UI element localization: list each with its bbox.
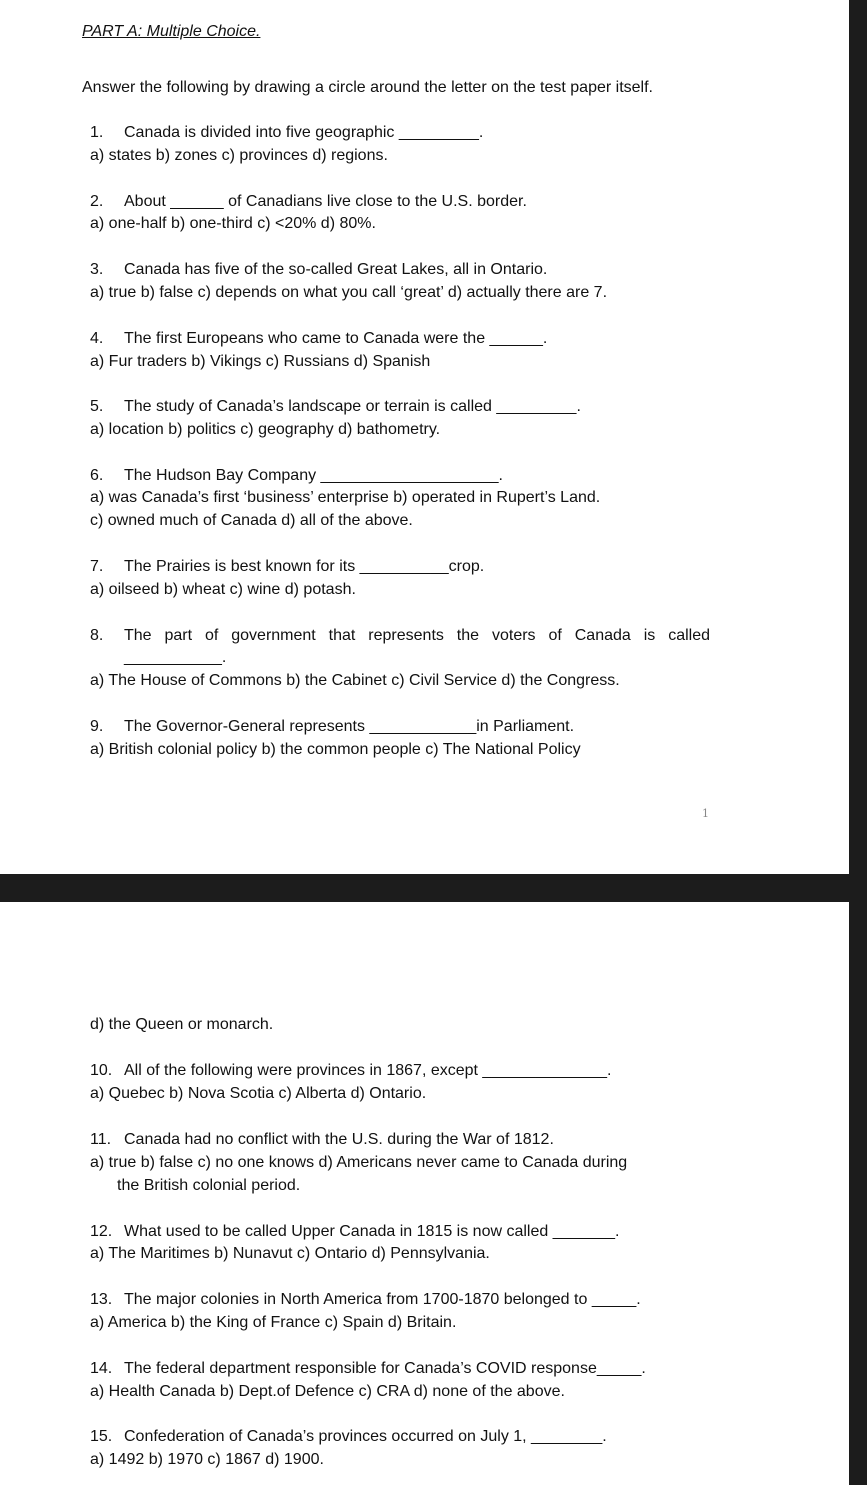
answer-options[interactable]: a) true b) false c) depends on what you call ‘great’ d) actually there are 7. <box>90 284 608 301</box>
question-text: All of the following were provinces in 1867, except ______________. <box>124 1062 612 1079</box>
test-page-2 <box>0 902 849 1485</box>
question-number: 2. <box>90 193 104 210</box>
question-text: Confederation of Canada’s provinces occurred on July 1, ________. <box>124 1428 607 1445</box>
question-number: 12. <box>90 1223 113 1240</box>
question-text: The study of Canada’s landscape or terrain is called _________. <box>124 398 581 415</box>
answer-options[interactable]: a) location b) politics c) geography d) bathometry. <box>90 421 441 438</box>
question-number: 11. <box>90 1131 112 1148</box>
question-text: The major colonies in North America from 1700-1870 belonged to _____. <box>124 1291 641 1308</box>
question-number: 15. <box>90 1428 113 1445</box>
question-text: The federal department responsible for Canada’s COVID response_____. <box>124 1360 646 1377</box>
answer-options[interactable]: a) The House of Commons b) the Cabinet c) Civil Service d) the Congress. <box>90 672 620 689</box>
question-number: 3. <box>90 261 104 278</box>
question-text: The Hudson Bay Company ____________________. <box>124 467 503 484</box>
question-text: The first Europeans who came to Canada were the ______. <box>124 330 548 347</box>
answer-options[interactable]: a) states b) zones c) provinces d) regions. <box>90 147 388 164</box>
question-text: The Governor-General represents ____________in Parliament. <box>124 718 575 735</box>
question-number: 6. <box>90 467 104 484</box>
answer-options[interactable]: a) British colonial policy b) the common people c) The National Policy <box>90 741 581 758</box>
question-number: 4. <box>90 330 104 347</box>
answer-options[interactable]: a) was Canada’s first ‘business’ enterprise b) operated in Rupert’s Land. <box>90 489 601 506</box>
question-text: The part of government that represents the voters of Canada is called <box>124 627 710 644</box>
answer-options[interactable]: a) 1492 b) 1970 c) 1867 d) 1900. <box>90 1451 324 1468</box>
answer-options[interactable]: a) Quebec b) Nova Scotia c) Alberta d) Ontario. <box>90 1085 427 1102</box>
answer-options[interactable]: a) oilseed b) wheat c) wine d) potash. <box>90 581 356 598</box>
question-number: 7. <box>90 558 104 575</box>
question-text: What used to be called Upper Canada in 1815 is now called _______. <box>124 1223 620 1240</box>
page-number: 1 <box>702 807 709 820</box>
question-number: 5. <box>90 398 104 415</box>
question-text: About ______ of Canadians live close to the U.S. border. <box>124 193 527 210</box>
question-blank: ___________. <box>124 649 227 666</box>
instructions: Answer the following by drawing a circle around the letter on the test paper itself. <box>82 79 653 96</box>
answer-options[interactable]: a) Fur traders b) Vikings c) Russians d) Spanish <box>90 353 431 370</box>
answer-options[interactable]: a) one-half b) one-third c) <20% d) 80%. <box>90 215 376 232</box>
question-number: 14. <box>90 1360 113 1377</box>
question-number: 13. <box>90 1291 113 1308</box>
answer-options-continued[interactable]: d) the Queen or monarch. <box>90 1016 274 1033</box>
answer-options-continued[interactable]: c) owned much of Canada d) all of the above. <box>90 512 413 529</box>
answer-options[interactable]: a) The Maritimes b) Nunavut c) Ontario d) Pennsylvania. <box>90 1245 490 1262</box>
question-text: The Prairies is best known for its __________crop. <box>124 558 485 575</box>
answer-options[interactable]: a) true b) false c) no one knows d) Americans never came to Canada during <box>90 1154 628 1171</box>
question-number: 9. <box>90 718 104 735</box>
question-text: Canada is divided into five geographic _________. <box>124 124 484 141</box>
question-number: 10. <box>90 1062 113 1079</box>
question-text: Canada has five of the so-called Great Lakes, all in Ontario. <box>124 261 548 278</box>
section-title: PART A: Multiple Choice. <box>82 23 261 40</box>
answer-options[interactable]: a) America b) the King of France c) Spain d) Britain. <box>90 1314 457 1331</box>
question-number: 8. <box>90 627 104 644</box>
question-text: Canada had no conflict with the U.S. during the War of 1812. <box>124 1131 554 1148</box>
answer-options[interactable]: a) Health Canada b) Dept.of Defence c) CRA d) none of the above. <box>90 1383 565 1400</box>
question-number: 1. <box>90 124 104 141</box>
viewer-margin <box>849 0 867 1485</box>
answer-options-continued[interactable]: the British colonial period. <box>117 1177 301 1194</box>
